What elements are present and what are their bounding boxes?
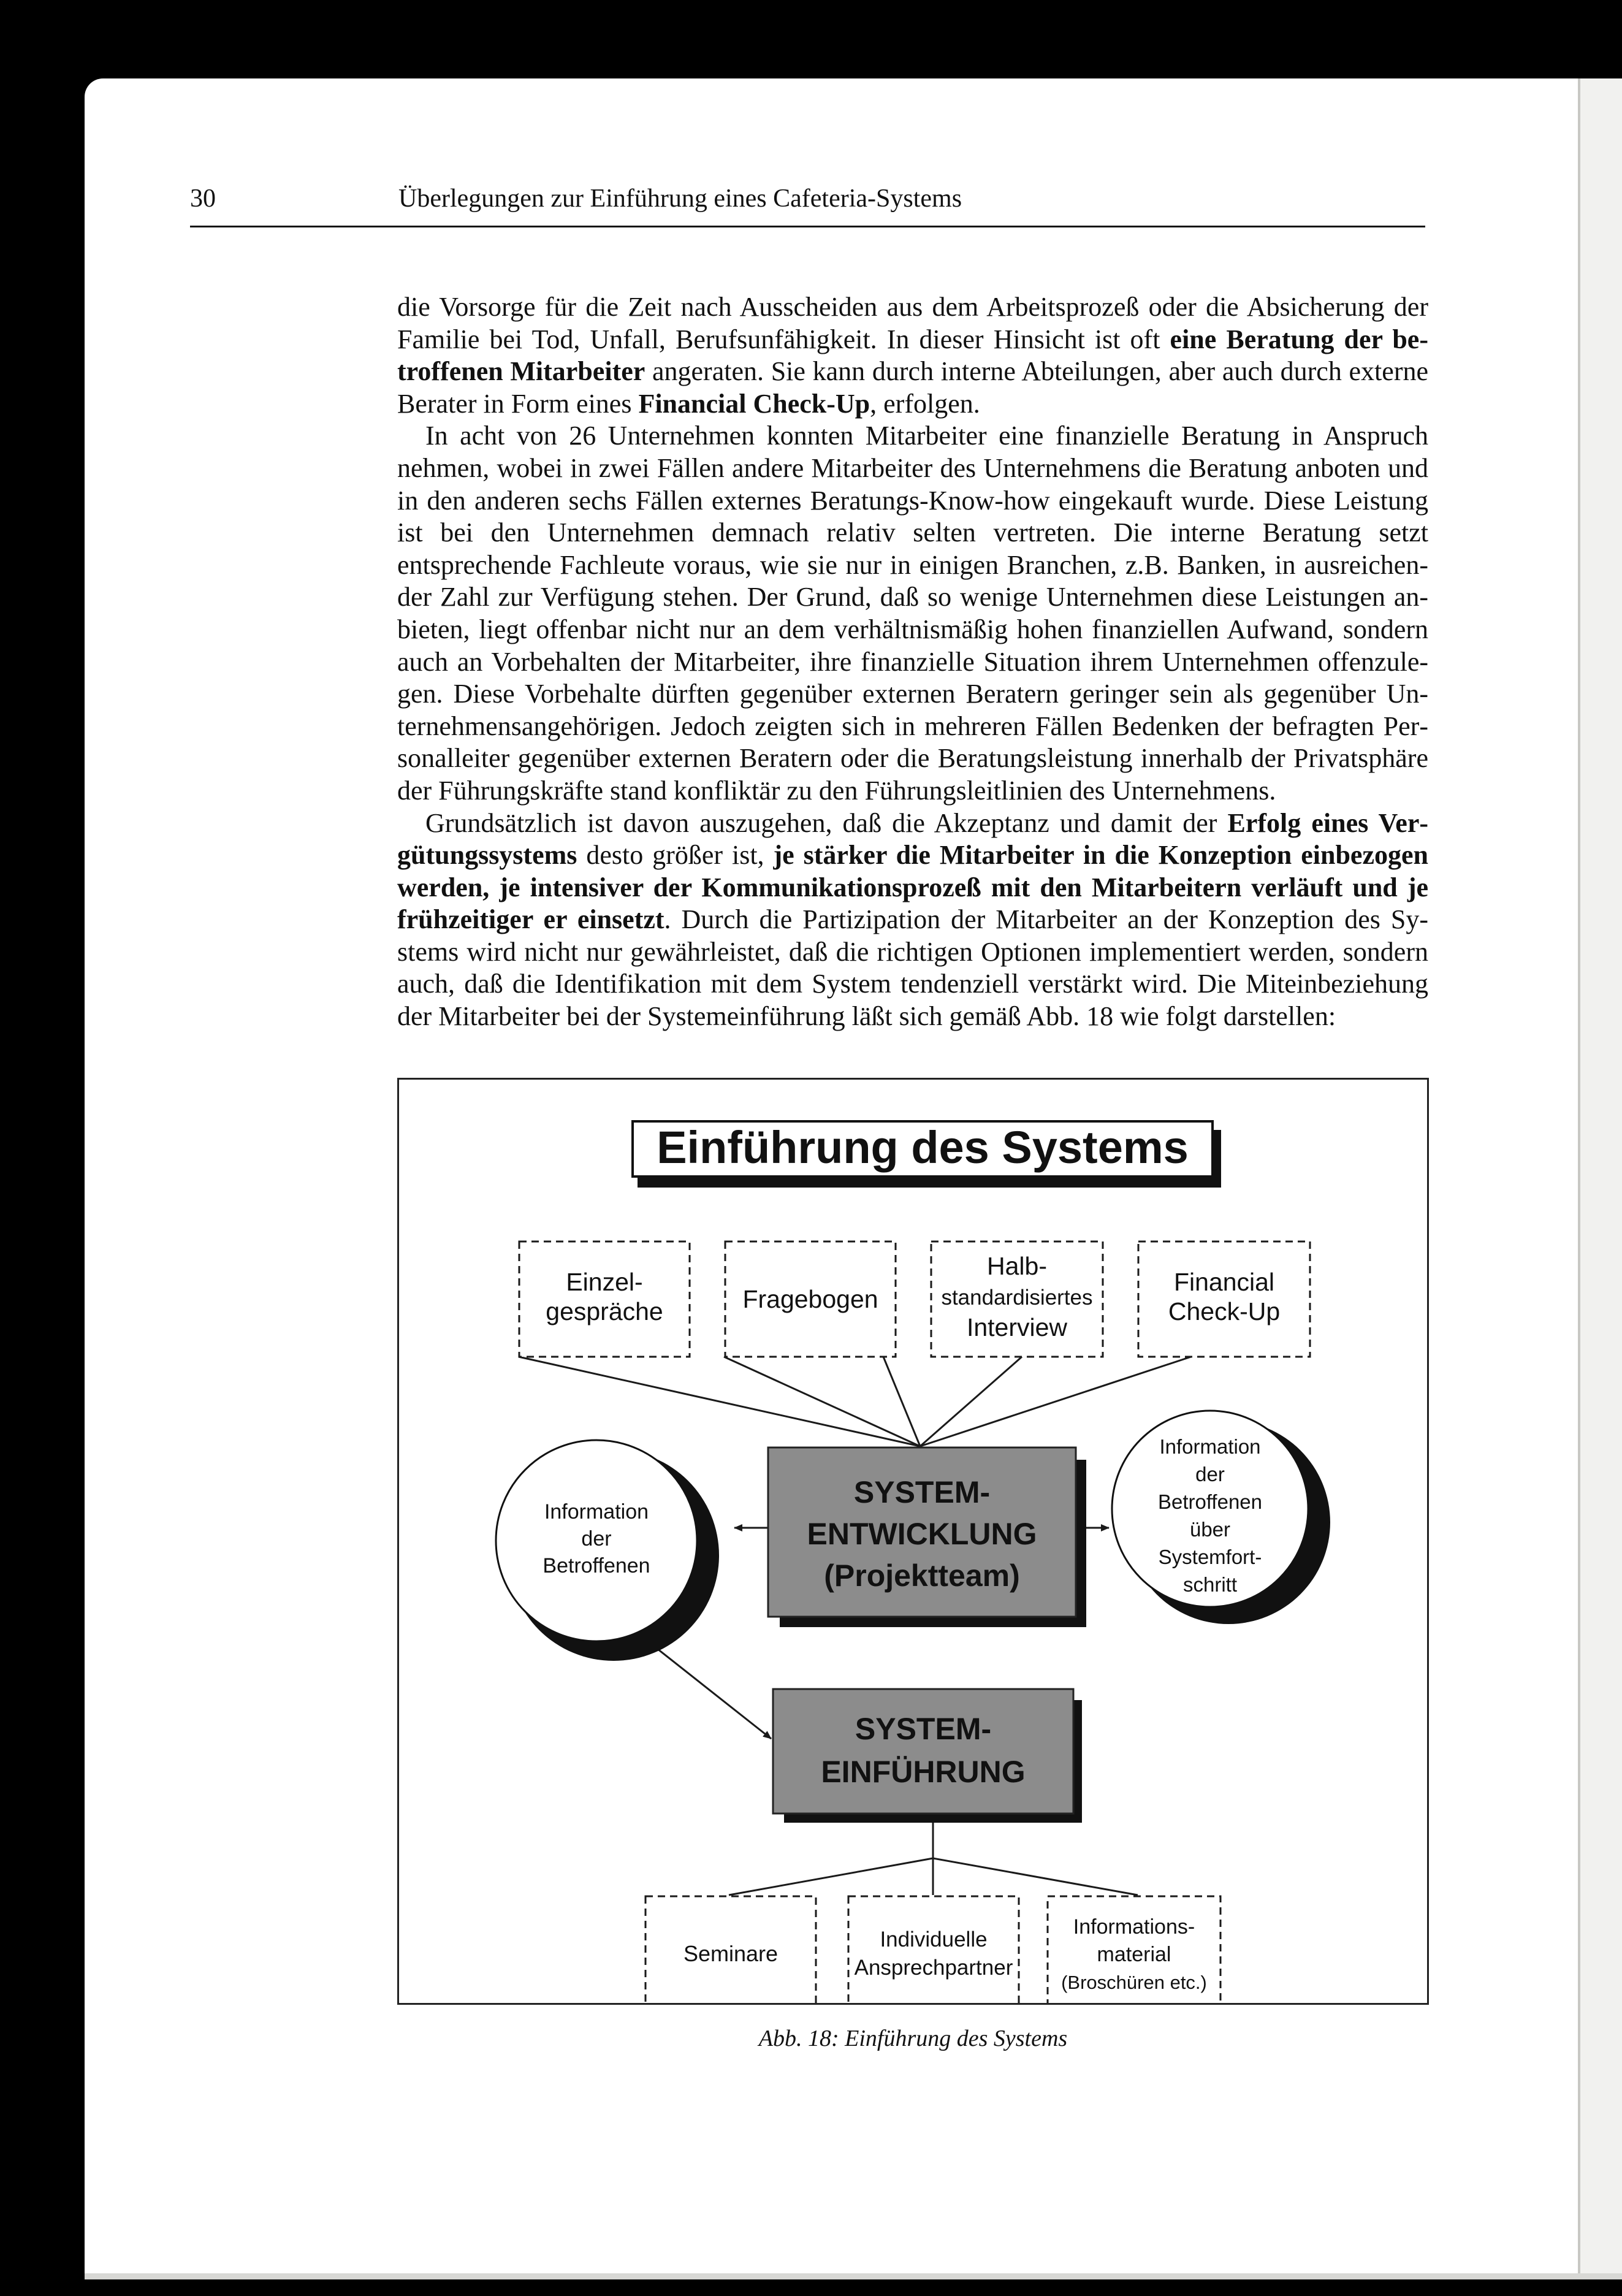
box-label-line: Individuelle [880,1928,988,1951]
top-box-fragebogen [725,1241,896,1357]
text-run: angeraten. Sie kann durch interne Abteilungen, aber auch durch externe Berater in Form eines [397,356,1428,419]
bottom-box-seminare [645,1896,816,2003]
text-run: , erfolgen. [870,388,980,419]
left-circle [496,1440,719,1661]
lower-box-systemeinfuehrung [773,1689,1082,1823]
box-label-line: Interview [966,1313,1068,1341]
text-run: Grundsätzlich ist davon auszugehen, daß die Akzeptanz und damit der [425,807,1228,838]
page-bottom-edge [85,2273,1622,2279]
top-box-financial-checkup [1138,1241,1310,1357]
next-page-edge [1580,78,1622,2279]
right-circle [1112,1411,1330,1624]
circle-label-line: schritt [1182,1573,1238,1596]
box-label-line: Seminare [683,1941,779,1966]
box-label-line: SYSTEM- [855,1712,992,1746]
bold-text-run: eine Beratung der betroffenen Mitarbeiter [397,324,1428,387]
figure-frame [397,1078,1429,2005]
circle-label-line: der [1195,1463,1225,1486]
running-header [190,184,1425,221]
connector-line [920,1357,1022,1446]
center-box-systementwicklung [768,1447,1086,1627]
paragraph-3 [397,807,1428,1033]
circle-label-line: Information [544,1500,649,1524]
diagram-title [633,1121,1221,1188]
top-box-interview [931,1241,1103,1357]
bold-text-run: je stärker die Mitarbeiter in die Konzeption einbezogen werden, je intensiver der Kommunikationsprozeß mit den Mitarbeitern verläuft und je frühzeitiger er einsetzt [397,840,1428,935]
text-run: die Vorsorge für die Zeit nach Ausscheiden aus dem Arbeitsprozeß oder die Absicherung der Familie bei Tod, Unfall, Berufsunfähigkeit. In dieser Hinsicht ist oft [397,292,1428,354]
bold-text-run: Erfolg eines Vergütungssystems [397,807,1429,871]
box-label-line: (Broschüren etc.) [1061,1972,1207,1993]
body-text [397,291,1428,1033]
top-box-einzelgespraeche [519,1241,690,1357]
figure-caption: Abb. 18: Einführung des Systems [758,2026,1068,2051]
circle-label-line: Betroffenen [543,1554,650,1577]
circle-label-line: der [581,1527,612,1550]
box-label-line: ENTWICKLUNG [807,1517,1037,1551]
box-label-line: Financial [1173,1268,1275,1296]
connector-line [933,1858,1138,1895]
box-label-line: Einzel- [566,1268,643,1296]
bottom-box-ansprechpartner [848,1896,1019,2003]
bold-text-run: Financial Check-Up [638,388,870,419]
circle-label-line: Systemfort- [1158,1546,1262,1568]
box-label-line: standardisiertes [941,1286,1093,1310]
running-title: Überlegungen zur Einführung eines Cafeteria-Systems [398,185,962,213]
header-rule [190,226,1425,227]
connector-line [729,1858,933,1895]
box-label-line: Informations- [1073,1915,1195,1939]
box-label-line: Ansprechpartner [854,1956,1013,1980]
box-label-line: Check-Up [1168,1297,1281,1325]
text-run: . Durch die Partizipation der Mitarbeiter an der Konzeption des Systems wird nicht nur gewährleistet, daß die richtigen Optionen implementiert werden, sondern auch, daß die Identifikation mit dem System tendenziell verstärkt wird. Die Miteinbeziehung der Mitarbeiter bei der Systemeinführung läßt sich gemäß Abb. 18 wie folgt darstellen: [397,904,1428,1032]
box-label-line: (Projektteam) [824,1558,1020,1593]
box-label-line: gespräche [546,1297,663,1325]
text-run: desto größer ist, [577,840,774,871]
box-shape [773,1689,1073,1814]
paragraph-2 [397,420,1428,807]
box-label-line: Halb- [987,1252,1047,1280]
paragraph-1 [397,291,1428,420]
circle-label-line: Betroffenen [1157,1490,1263,1513]
circle-label-line: Information [1159,1435,1261,1458]
box-label-line: Fragebogen [742,1285,878,1313]
text-run: In acht von 26 Unternehmen konnten Mitarbeiter eine finanzielle Beratung in Anspruch nehmen, wobei in zwei Fällen andere Mitarbeiter des Unternehmens die Beratung anboten und in den anderen sechs Fällen externes Beratungs-Know-how eingekauft wurde. Diese Leistung ist bei den Unternehmen demnach relativ selten vertreten. Die interne Beratung setzt entsprechende Fachleute voraus, wie sie nur in einigen Branchen, z.B. Banken, in ausreichender Zahl zur Verfügung stehen. Der Grund, daß so wenige Unternehmen diese Leistungen anbieten, liegt offenbar nicht nur an dem verhältnismäßig hohen finanziellen Aufwand, sondern auch an Vorbehalten der Mitarbeiter, ihre finanzielle Situation ihrem Unternehmen offenzulegen. Diese Vorbehalte dürften gegenüber externen Beratern geringer sein als gegenüber Unternehmensangehörigen. Jedoch zeigten sich in mehreren Fällen Bedenken der befragten Personalleiter gegenüber externen Beratern oder die Beratungsleistung innerhalb der Privatsphäre der Führungskräfte stand konfliktär zu den Führungsleitlinien des Unternehmens. [397,421,1428,806]
bottom-box-informationsmaterial [1048,1896,1220,2003]
page-number: 30 [190,185,216,213]
connector-line [724,1357,920,1446]
circle-label-line: über [1189,1518,1231,1541]
box-label-line: EINFÜHRUNG [821,1755,1026,1789]
diagram-title-text: Einführung des Systems [657,1122,1189,1173]
connector-line [519,1357,920,1446]
figure-diagram [399,1080,1427,2003]
box-label-line: SYSTEM- [853,1475,991,1509]
box-label-line: material [1097,1943,1171,1966]
